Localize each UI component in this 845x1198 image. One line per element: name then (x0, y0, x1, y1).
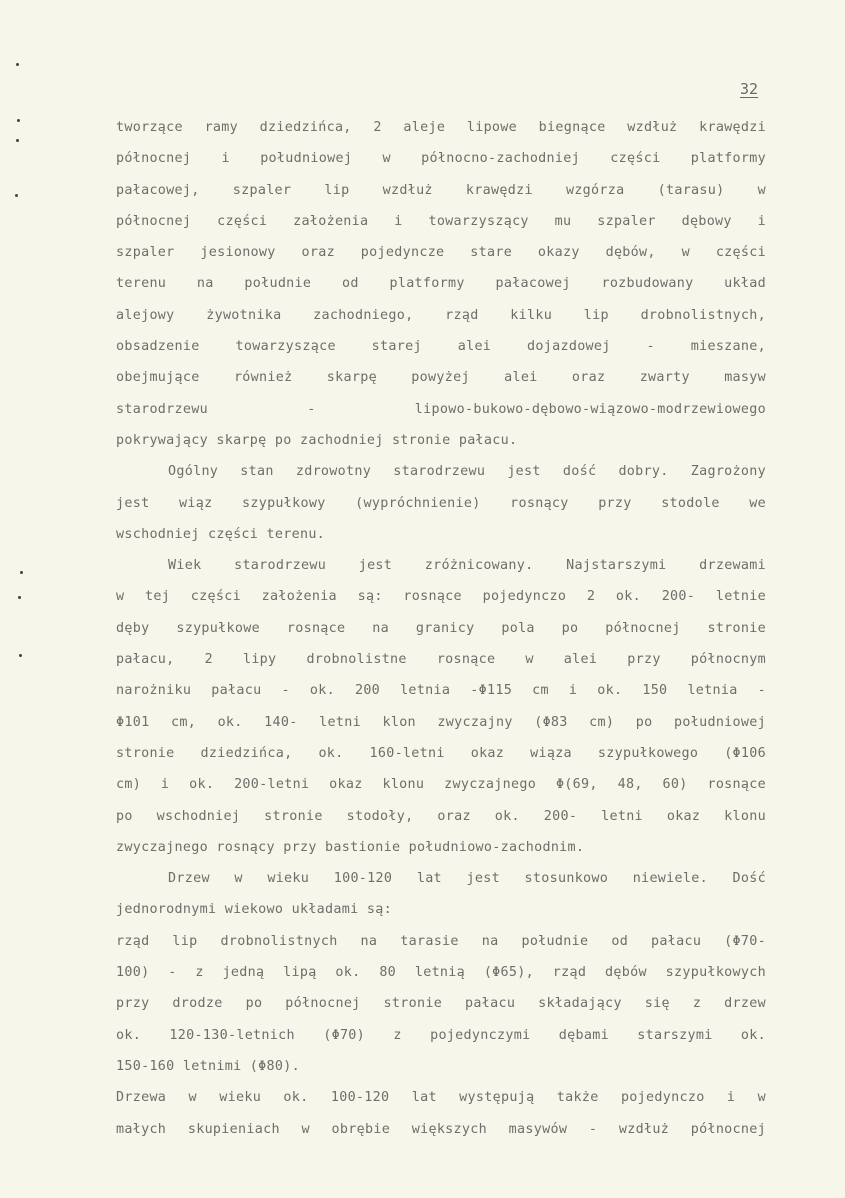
text-line: Ogólny stan zdrowotny starodrzewu jest dość dobry. Zagrożony (168, 464, 766, 480)
text-line: obejmujące również skarpę powyżej alei oraz zwarty masyw (116, 370, 766, 386)
text-line: jednorodnymi wiekowo układami są: (116, 902, 392, 918)
text-line: narożniku pałacu - ok. 200 letnia -Φ115 cm i ok. 150 letnia - (116, 683, 766, 699)
text-line: 100) - z jedną lipą ok. 80 letnią (Φ65), rząd dębów szypułkowych (116, 965, 766, 981)
text-line: pokrywający skarpę po zachodniej stronie pałacu. (116, 432, 518, 448)
text-line: alejowy żywotnika zachodniego, rząd kilku lip drobnolistnych, (116, 307, 766, 323)
margin-mark (20, 571, 23, 574)
text-line: rząd lip drobnolistnych na tarasie na południe od pałacu (Φ70- (116, 933, 766, 949)
text-line: cm) i ok. 200-letni okaz klonu zwyczajnego Φ(69, 48, 60) rosnące (116, 777, 766, 793)
text-line: tworzące ramy dziedzińca, 2 aleje lipowe biegnące wzdłuż krawędzi (116, 120, 766, 135)
text-line: 150-160 letnimi (Φ80). (116, 1058, 300, 1074)
text-line: ok. 120-130-letnich (Φ70) z pojedynczymi dębami starszymi ok. (116, 1027, 766, 1043)
text-line: Wiek starodrzewu jest zróżnicowany. Najstarszymi drzewami (168, 558, 766, 574)
text-line: zwyczajnego rosnący przy bastionie południowo-zachodnim. (116, 839, 585, 855)
text-line: wschodniej części terenu. (116, 526, 326, 542)
margin-mark (16, 63, 19, 66)
text-line: pałacowej, szpaler lip wzdłuż krawędzi wzgórza (tarasu) w (116, 182, 766, 198)
margin-mark (18, 596, 21, 599)
text-line: północnej części założenia i towarzyszący mu szpaler dębowy i (116, 213, 766, 229)
text-line: pałacu, 2 lipy drobnolistne rosnące w alei przy północnym (116, 652, 766, 668)
margin-mark (19, 654, 22, 657)
text-line: dęby szypułkowe rosnące na granicy pola po północnej stronie (116, 620, 766, 636)
text-line: obsadzenie towarzyszące starej alei dojazdowej - mieszane, (116, 339, 766, 355)
document-body (116, 116, 766, 1149)
text-line: północnej i południowej w północno-zachodniej części platformy (116, 151, 766, 167)
text-line: Φ101 cm, ok. 140- letni klon zwyczajny (Φ83 cm) po południowej (116, 714, 766, 730)
text-line: stronie dziedzińca, ok. 160-letni okaz wiąza szypułkowego (Φ106 (116, 745, 766, 761)
text-line: szpaler jesionowy oraz pojedyncze stare okazy dębów, w części (116, 245, 766, 261)
text-line: starodrzewu - lipowo-bukowo-dębowo-wiązowo-modrzewiowego (116, 401, 766, 417)
margin-mark (16, 139, 19, 142)
text-line: terenu na południe od platformy pałacowej rozbudowany układ (116, 276, 766, 292)
text-line: Drzew w wieku 100-120 lat jest stosunkowo niewiele. Dość (168, 871, 766, 887)
text-line: małych skupieniach w obrębie większych masywów - wzdłuż północnej (116, 1121, 766, 1137)
text-line: przy drodze po północnej stronie pałacu składający się z drzew (116, 996, 766, 1012)
text-line: po wschodniej stronie stodoły, oraz ok. 200- letni okaz klonu (116, 808, 766, 824)
text-line: w tej części założenia są: rosnące pojedynczo 2 ok. 200- letnie (116, 589, 766, 605)
margin-mark (17, 119, 20, 122)
text-line: jest wiąz szypułkowy (wypróchnienie) rosnący przy stodole we (116, 495, 766, 511)
page-number: 32 (740, 80, 759, 98)
text-line: Drzewa w wieku ok. 100-120 lat występują także pojedynczo i w (116, 1090, 766, 1106)
margin-mark (15, 194, 18, 197)
